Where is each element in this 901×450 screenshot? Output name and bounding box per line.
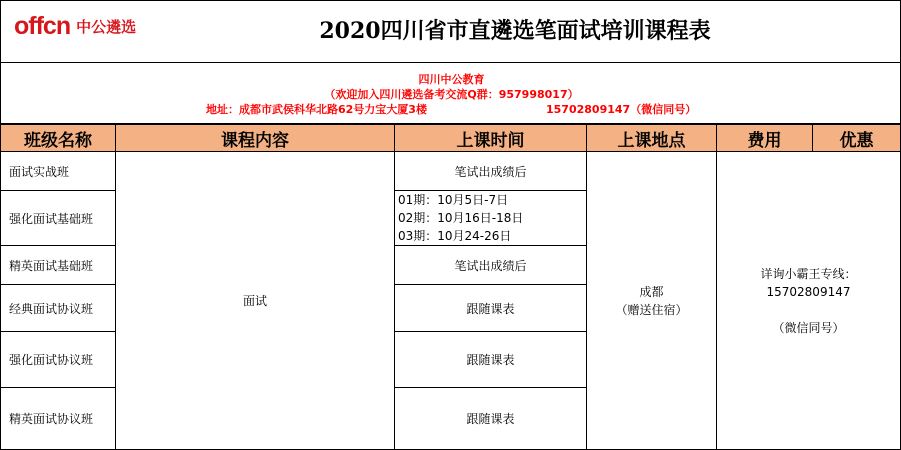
time-cell: 跟随课表 (394, 331, 587, 388)
th-time: 上课时间 (394, 124, 587, 152)
fee-cell (716, 151, 901, 450)
fee-label: 详询小霸王专线： (760, 266, 857, 281)
time-cell: 跟随课表 (394, 387, 587, 450)
location-cell (586, 151, 717, 450)
th-location: 上课地点 (586, 124, 717, 152)
th-content: 课程内容 (115, 124, 395, 152)
fee-phone: 15702809147 (766, 284, 851, 299)
class-cell: 精英面试基础班 (0, 245, 116, 285)
location-city: 成都 (639, 284, 664, 299)
th-class-name: 班级名称 (0, 124, 116, 152)
class-cell: 精英面试协议班 (0, 387, 116, 450)
page-title: 2020四川省市直遴选笔面试培训课程表 (319, 18, 711, 44)
time-cell: 笔试出成绩后 (394, 245, 587, 285)
class-cell: 强化面试协议班 (0, 331, 116, 388)
th-discount: 优惠 (812, 124, 901, 152)
logo-brand: offcn (14, 11, 71, 40)
org-name: 四川中公教育 (418, 73, 485, 86)
location-note: （赠送住宿） (615, 302, 688, 317)
offcn-logo (14, 12, 136, 40)
class-cell: 经典面试协议班 (0, 284, 116, 332)
fee-note: （微信同号） (772, 320, 845, 335)
qq-group-line: （欢迎加入四川遴选备考交流Q群：957998017） (324, 88, 579, 101)
time-cell-dates (394, 190, 587, 246)
date-line: 02期：10月16日-18日 (398, 211, 524, 225)
class-cell: 强化面试基础班 (0, 190, 116, 246)
phone-line: 15702809147（微信同号） (546, 103, 697, 116)
info-block (0, 62, 901, 124)
address-line: 地址：成都市武侯科华北路62号力宝大厦3楼 (206, 103, 427, 116)
time-cell: 笔试出成绩后 (394, 151, 587, 191)
date-line: 01期：10月5日-7日 (398, 193, 509, 207)
content-cell: 面试 (115, 151, 395, 450)
class-cell: 面试实战班 (0, 151, 116, 191)
th-fee: 费用 (716, 124, 813, 152)
date-line: 03期：10月24-26日 (398, 229, 512, 243)
logo-cn: 中公遴选 (76, 17, 137, 36)
time-cell: 跟随课表 (394, 284, 587, 332)
